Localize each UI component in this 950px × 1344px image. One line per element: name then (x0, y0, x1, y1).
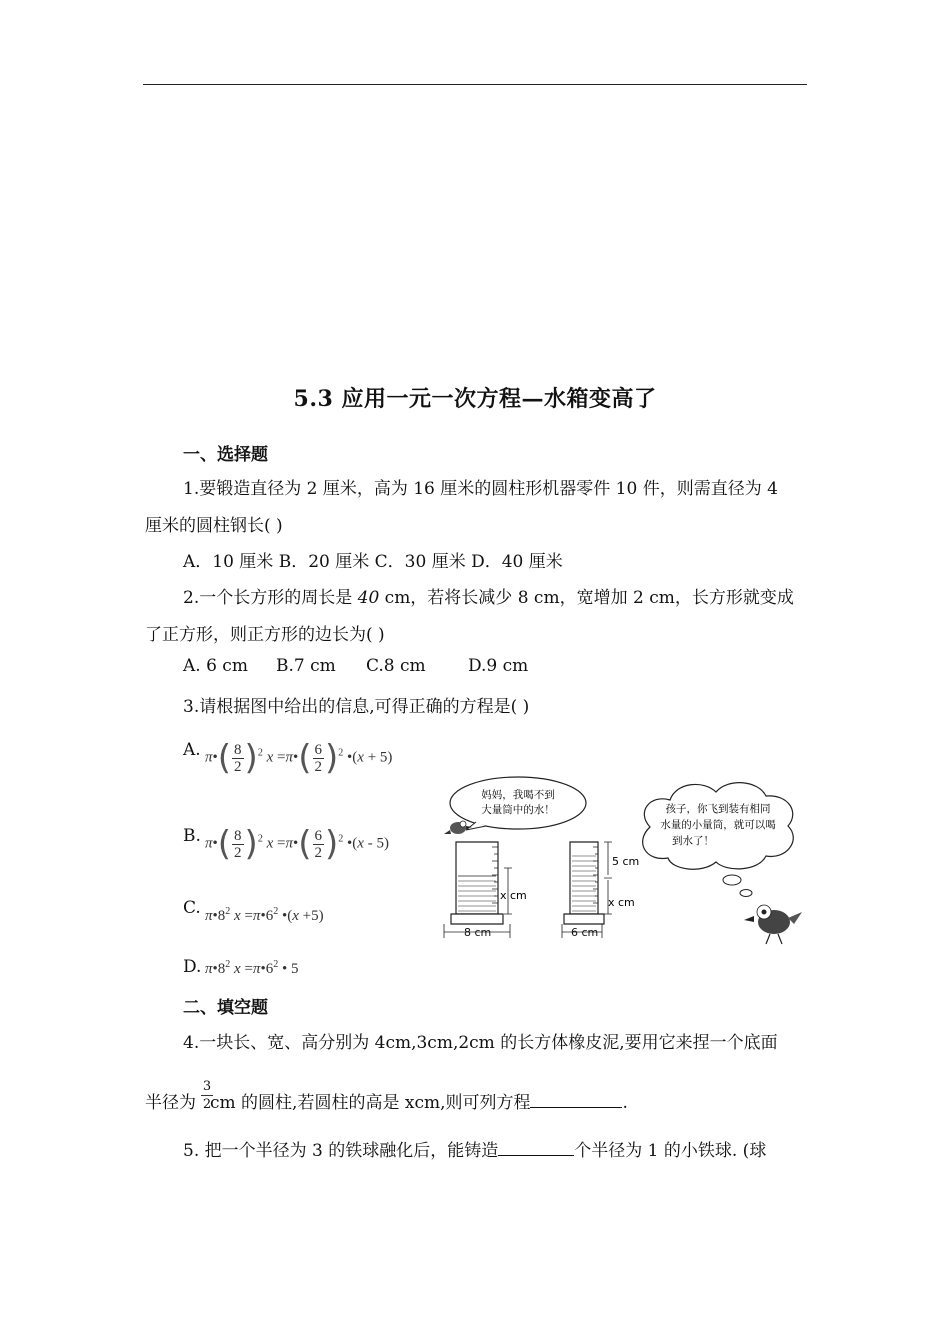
q3-formula-c: $\pi•8^2$ $x =\pi•6^2$ •(x +5) (205, 906, 324, 924)
bubble-right-line2: 水量的小量筒，就可以喝 (660, 819, 776, 831)
bubble-left-line1: 妈妈，我喝不到 (481, 789, 555, 801)
small-cylinder (562, 842, 612, 938)
q2-perimeter-value: 40 (357, 588, 380, 608)
q2-line1 (183, 583, 794, 608)
q2-line1-a: 2.一个长方形的周长是 (183, 588, 358, 608)
q1-line1: 1.要锻造直径为 2 厘米，高为 16 厘米的圆柱形机器零件 10 件，则需直径为 4 (183, 479, 778, 499)
q3-option-c-label: C. (183, 898, 201, 918)
section-heading-choice: 一、选择题 (183, 445, 268, 465)
q3-option-b-label: B. (183, 826, 201, 846)
q3-option-d-label: D. (183, 957, 202, 977)
label-x-left: x cm (500, 889, 527, 902)
bubble-right-line1: 孩子，你飞到装有相同 (665, 803, 771, 815)
q3-formula-d: $\pi•8^2$ $x =\pi•6^2$ • 5 (205, 959, 299, 977)
q2-option-a: A. 6 cm (183, 656, 248, 676)
header-rule (143, 84, 807, 85)
q5-line1 (183, 1136, 766, 1161)
small-bird-left-icon (444, 821, 472, 834)
q2-line1-c: cm，若将长减少 8 cm，宽增加 2 cm，长方形就变成 (379, 588, 794, 608)
q4-radius-fraction: 3 2 (202, 1079, 212, 1112)
section-heading-fill: 二、填空题 (183, 998, 268, 1018)
label-8cm: 8 cm (464, 926, 492, 939)
q5-answer-blank[interactable] (498, 1141, 574, 1156)
q3-formula-a: π•( $\frac{8}{2}$ )$^2$ x =π•( $\frac{6}{2}$ )$^2$ •(x + 5) (205, 738, 393, 778)
label-x-right: x cm (608, 896, 635, 909)
q3-formula-b: π•( $\frac{8}{2}$ )$^2$ x =π•( $\frac{6}{2}$ )$^2$ •(x - 5) (205, 824, 389, 864)
q4-line2-a: 半径为 (145, 1093, 196, 1113)
bubble-right-line3: 到水了！ (672, 835, 714, 847)
mother-bird-icon (744, 905, 802, 944)
q3-line1: 3.请根据图中给出的信息,可得正确的方程是( ) (183, 697, 530, 717)
q2-option-c: C.8 cm (366, 656, 426, 676)
left-speech-bubble (450, 777, 586, 829)
q4-line1: 4.一块长、宽、高分别为 4cm,3cm,2cm 的长方体橡皮泥,要用它来捏一个底面 (183, 1033, 778, 1053)
q4-line2: 半径为 cm 的圆柱,若圆柱的高是 xcm,则可列方程 . (145, 1093, 628, 1113)
q5-line1-b: 个半径为 1 的小铁球. (球 (574, 1141, 767, 1161)
label-6cm: 6 cm (571, 926, 599, 939)
q2-line2: 了正方形，则正方形的边长为( ) (145, 625, 385, 645)
q3-option-a-label: A. (183, 740, 201, 760)
q4-line2-b: cm 的圆柱,若圆柱的高是 xcm,则可列方程 (210, 1093, 531, 1113)
q5-line1-a: 5. 把一个半径为 3 的铁球融化后，能铸造 (183, 1141, 499, 1161)
bubble-left-line2: 大量筒中的水！ (481, 804, 555, 816)
q1-line2: 厘米的圆柱钢长( ) (145, 516, 283, 536)
label-5cm: 5 cm (612, 855, 640, 868)
page-title: 5.3 应用一元一次方程—水箱变高了 (293, 386, 657, 412)
q2-option-d: D.9 cm (468, 656, 529, 676)
q1-options: A．10 厘米 B．20 厘米 C．30 厘米 D．40 厘米 (183, 552, 563, 572)
q3-figure (436, 772, 812, 948)
q2-option-b: B.7 cm (276, 656, 336, 676)
q4-answer-blank[interactable] (530, 1093, 622, 1108)
